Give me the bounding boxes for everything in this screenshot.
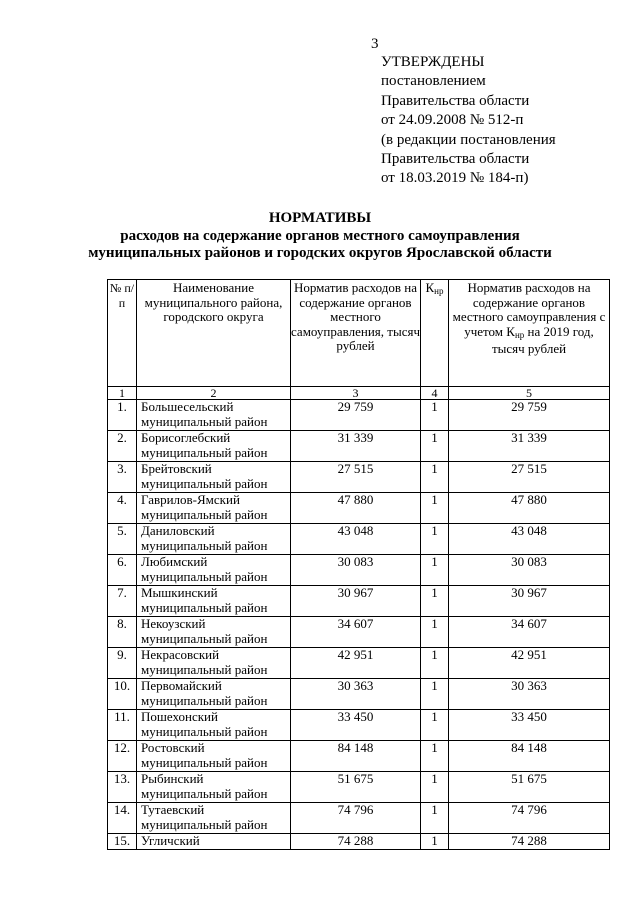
coefficient-value: 1	[421, 741, 449, 772]
coefficient-value: 1	[421, 834, 449, 850]
table-row	[108, 493, 610, 524]
total-value: 43 048	[449, 524, 610, 555]
row-number: 9.	[108, 648, 137, 679]
header-text: на 2019 год, тысяч рублей	[491, 323, 594, 356]
coefficient-value: 1	[421, 772, 449, 803]
total-value: 34 607	[449, 617, 610, 648]
norm-value: 30 363	[291, 679, 421, 710]
total-value: 51 675	[449, 772, 610, 803]
row-number: 10.	[108, 679, 137, 710]
norm-value: 33 450	[291, 710, 421, 741]
district-name: Рыбинский муниципальный район	[137, 772, 291, 803]
norm-value: 30 967	[291, 586, 421, 617]
row-number: 11.	[108, 710, 137, 741]
total-value: 30 363	[449, 679, 610, 710]
district-name: Ростовский муниципальный район	[137, 741, 291, 772]
table-row	[108, 710, 610, 741]
document-subtitle-line: расходов на содержание органов местного самоуправления	[120, 228, 520, 244]
header-name: Наименование муниципального района, городского округа	[137, 280, 291, 387]
table-header-row	[108, 280, 610, 387]
norm-value: 74 288	[291, 834, 421, 850]
row-number: 15.	[108, 834, 137, 850]
coefficient-label: К	[425, 280, 435, 295]
row-number: 3.	[108, 462, 137, 493]
column-number: 4	[421, 387, 449, 400]
district-name: Любимский муниципальный район	[137, 555, 291, 586]
table-row	[108, 648, 610, 679]
column-numbers-row	[108, 387, 610, 400]
document-subtitle-line: муниципальных районов и городских округов Ярославской области	[88, 245, 552, 261]
total-value: 30 967	[449, 586, 610, 617]
norm-value: 43 048	[291, 524, 421, 555]
total-value: 47 880	[449, 493, 610, 524]
norms-table	[107, 279, 610, 850]
total-value: 30 083	[449, 555, 610, 586]
norm-value: 31 339	[291, 431, 421, 462]
district-name: Угличский	[137, 834, 291, 850]
table-row	[108, 462, 610, 493]
total-value: 74 288	[449, 834, 610, 850]
coefficient-value: 1	[421, 493, 449, 524]
total-value: 74 796	[449, 803, 610, 834]
total-value: 33 450	[449, 710, 610, 741]
total-value: 27 515	[449, 462, 610, 493]
total-value: 84 148	[449, 741, 610, 772]
coefficient-value: 1	[421, 462, 449, 493]
norm-value: 51 675	[291, 772, 421, 803]
district-name: Брейтовский муниципальный район	[137, 462, 291, 493]
table-row	[108, 679, 610, 710]
total-value: 42 951	[449, 648, 610, 679]
coefficient-value: 1	[421, 586, 449, 617]
row-number: 2.	[108, 431, 137, 462]
coefficient-subscript: нр	[434, 286, 444, 296]
norm-value: 30 083	[291, 555, 421, 586]
norm-value: 29 759	[291, 400, 421, 431]
coefficient-value: 1	[421, 648, 449, 679]
coefficient-value: 1	[421, 555, 449, 586]
page-number: 3	[371, 36, 379, 52]
district-name: Большесельский муниципальный район	[137, 400, 291, 431]
table-row	[108, 741, 610, 772]
table-row	[108, 586, 610, 617]
row-number: 5.	[108, 524, 137, 555]
table-row	[108, 431, 610, 462]
norm-value: 27 515	[291, 462, 421, 493]
column-number: 5	[449, 387, 610, 400]
coefficient-value: 1	[421, 803, 449, 834]
coefficient-value: 1	[421, 524, 449, 555]
total-value: 29 759	[449, 400, 610, 431]
coefficient-value: 1	[421, 679, 449, 710]
approval-line: Правительства области	[381, 92, 530, 109]
approval-line: (в редакции постановления	[381, 131, 556, 148]
approval-line: Правительства области	[381, 151, 530, 168]
district-name: Первомайский муниципальный район	[137, 679, 291, 710]
table-row	[108, 772, 610, 803]
document-title: НОРМАТИВЫ	[268, 210, 372, 226]
coefficient-value: 1	[421, 617, 449, 648]
norm-value: 74 796	[291, 803, 421, 834]
row-number: 14.	[108, 803, 137, 834]
column-number: 3	[291, 387, 421, 400]
row-number: 1.	[108, 400, 137, 431]
table-row	[108, 555, 610, 586]
header-text: Норматив расходов на содержание органов местного самоуправления с учетом К	[452, 280, 606, 339]
district-name: Тутаевский муниципальный район	[137, 803, 291, 834]
norm-value: 47 880	[291, 493, 421, 524]
district-name: Некрасовский муниципальный район	[137, 648, 291, 679]
approval-line: УТВЕРЖДЕНЫ	[381, 54, 485, 70]
table-row	[108, 803, 610, 834]
row-number: 8.	[108, 617, 137, 648]
header-coefficient	[421, 280, 449, 387]
district-name: Борисоглебский муниципальный район	[137, 431, 291, 462]
norm-value: 84 148	[291, 741, 421, 772]
norm-value: 42 951	[291, 648, 421, 679]
district-name: Мышкинский муниципальный район	[137, 586, 291, 617]
row-number: 13.	[108, 772, 137, 803]
approval-block	[381, 53, 556, 189]
approval-line: от 18.03.2019 № 184-п)	[381, 170, 529, 187]
coefficient-value: 1	[421, 431, 449, 462]
district-name: Даниловский муниципальный район	[137, 524, 291, 555]
norm-value: 34 607	[291, 617, 421, 648]
header-number: № п/п	[108, 280, 137, 387]
row-number: 7.	[108, 586, 137, 617]
table-row	[108, 834, 610, 850]
row-number: 4.	[108, 493, 137, 524]
approval-line: от 24.09.2008 № 512-п	[381, 112, 524, 129]
approval-line: постановлением	[381, 73, 486, 90]
district-name: Гаврилов-Ямский муниципальный район	[137, 493, 291, 524]
table-row	[108, 524, 610, 555]
row-number: 12.	[108, 741, 137, 772]
coefficient-value: 1	[421, 400, 449, 431]
district-name: Пошехонский муниципальный район	[137, 710, 291, 741]
total-value: 31 339	[449, 431, 610, 462]
header-norm-with-coefficient	[449, 280, 610, 387]
column-number: 1	[108, 387, 137, 400]
header-norm: Норматив расходов на содержание органов местного самоуправления, тысяч рублей	[291, 280, 421, 387]
column-number: 2	[137, 387, 291, 400]
row-number: 6.	[108, 555, 137, 586]
district-name: Некоузский муниципальный район	[137, 617, 291, 648]
coefficient-subscript: нр	[514, 329, 525, 340]
table-row	[108, 400, 610, 431]
table-row	[108, 617, 610, 648]
coefficient-value: 1	[421, 710, 449, 741]
